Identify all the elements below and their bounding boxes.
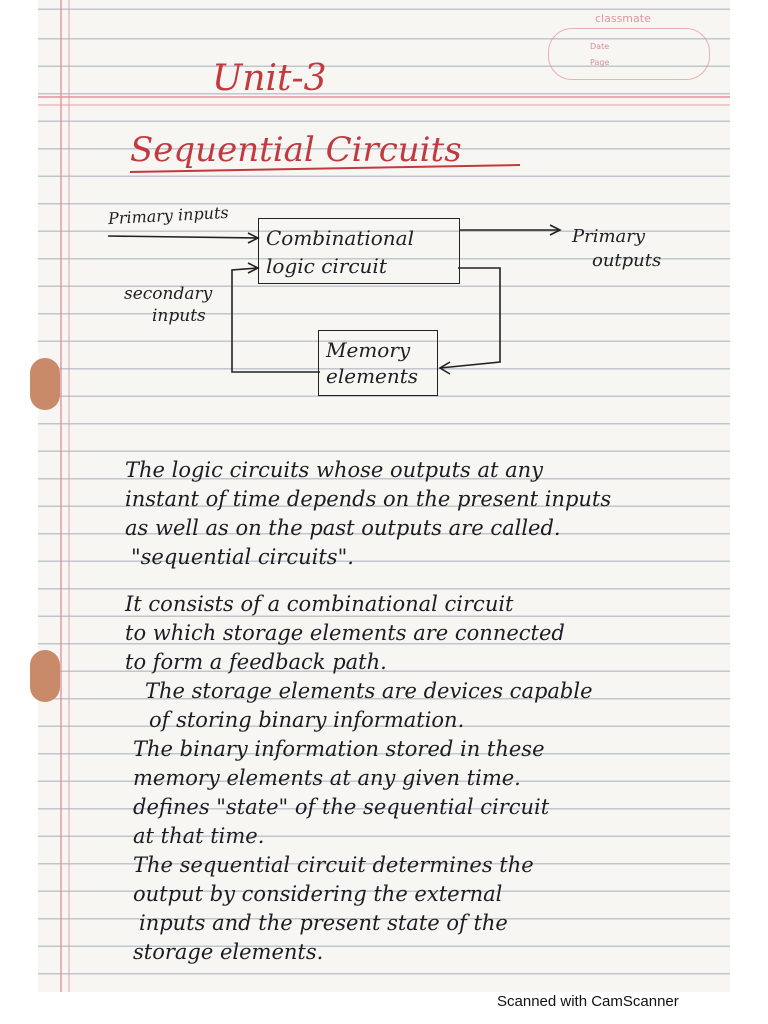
combinational-label-line2: logic circuit — [266, 254, 387, 278]
text-line: at that time. — [133, 824, 265, 848]
text-line: of storing binary information. — [149, 708, 465, 732]
text-line: storage elements. — [133, 940, 324, 964]
text-line: The sequential circuit determines the — [133, 853, 534, 877]
text-line: to form a feedback path. — [125, 650, 387, 674]
combinational-label-line1: Combinational — [266, 226, 414, 250]
text-line: The logic circuits whose outputs at any — [125, 458, 544, 482]
secondary-inputs-label-line1: secondary — [124, 284, 213, 304]
primary-outputs-label-line1: Primary — [572, 226, 646, 247]
text-line: output by considering the external — [133, 882, 503, 906]
text-line: instant of time depends on the present inputs — [125, 487, 612, 511]
stamp-brand: classmate — [595, 12, 651, 25]
primary-outputs-label-line2: outputs — [592, 250, 662, 271]
stamp-page-label: Page — [590, 58, 610, 67]
text-line: to which storage elements are connected — [125, 621, 565, 645]
unit-title: Unit-3 — [212, 58, 327, 99]
text-line: "sequential circuits". — [131, 545, 354, 569]
definition-paragraph — [125, 456, 725, 572]
page-heading: Sequential Circuits — [130, 130, 462, 170]
text-line: It consists of a combinational circuit — [125, 592, 514, 616]
stamp-date-label: Date — [590, 42, 610, 51]
memory-label-line2: elements — [326, 364, 419, 388]
text-line: inputs and the present state of the — [139, 911, 508, 935]
primary-inputs-label: Primary inputs — [107, 202, 230, 229]
text-line: defines "state" of the sequential circuit — [133, 795, 550, 819]
text-line: The storage elements are devices capable — [145, 679, 593, 703]
secondary-inputs-label-line2: inputs — [152, 306, 206, 326]
memory-label-line1: Memory — [326, 338, 411, 362]
scanner-watermark: Scanned with CamScanner — [497, 993, 679, 1010]
description-paragraph — [125, 590, 725, 967]
text-line: memory elements at any given time. — [133, 766, 521, 790]
text-line: The binary information stored in these — [133, 737, 545, 761]
text-line: as well as on the past outputs are called. — [125, 516, 561, 540]
